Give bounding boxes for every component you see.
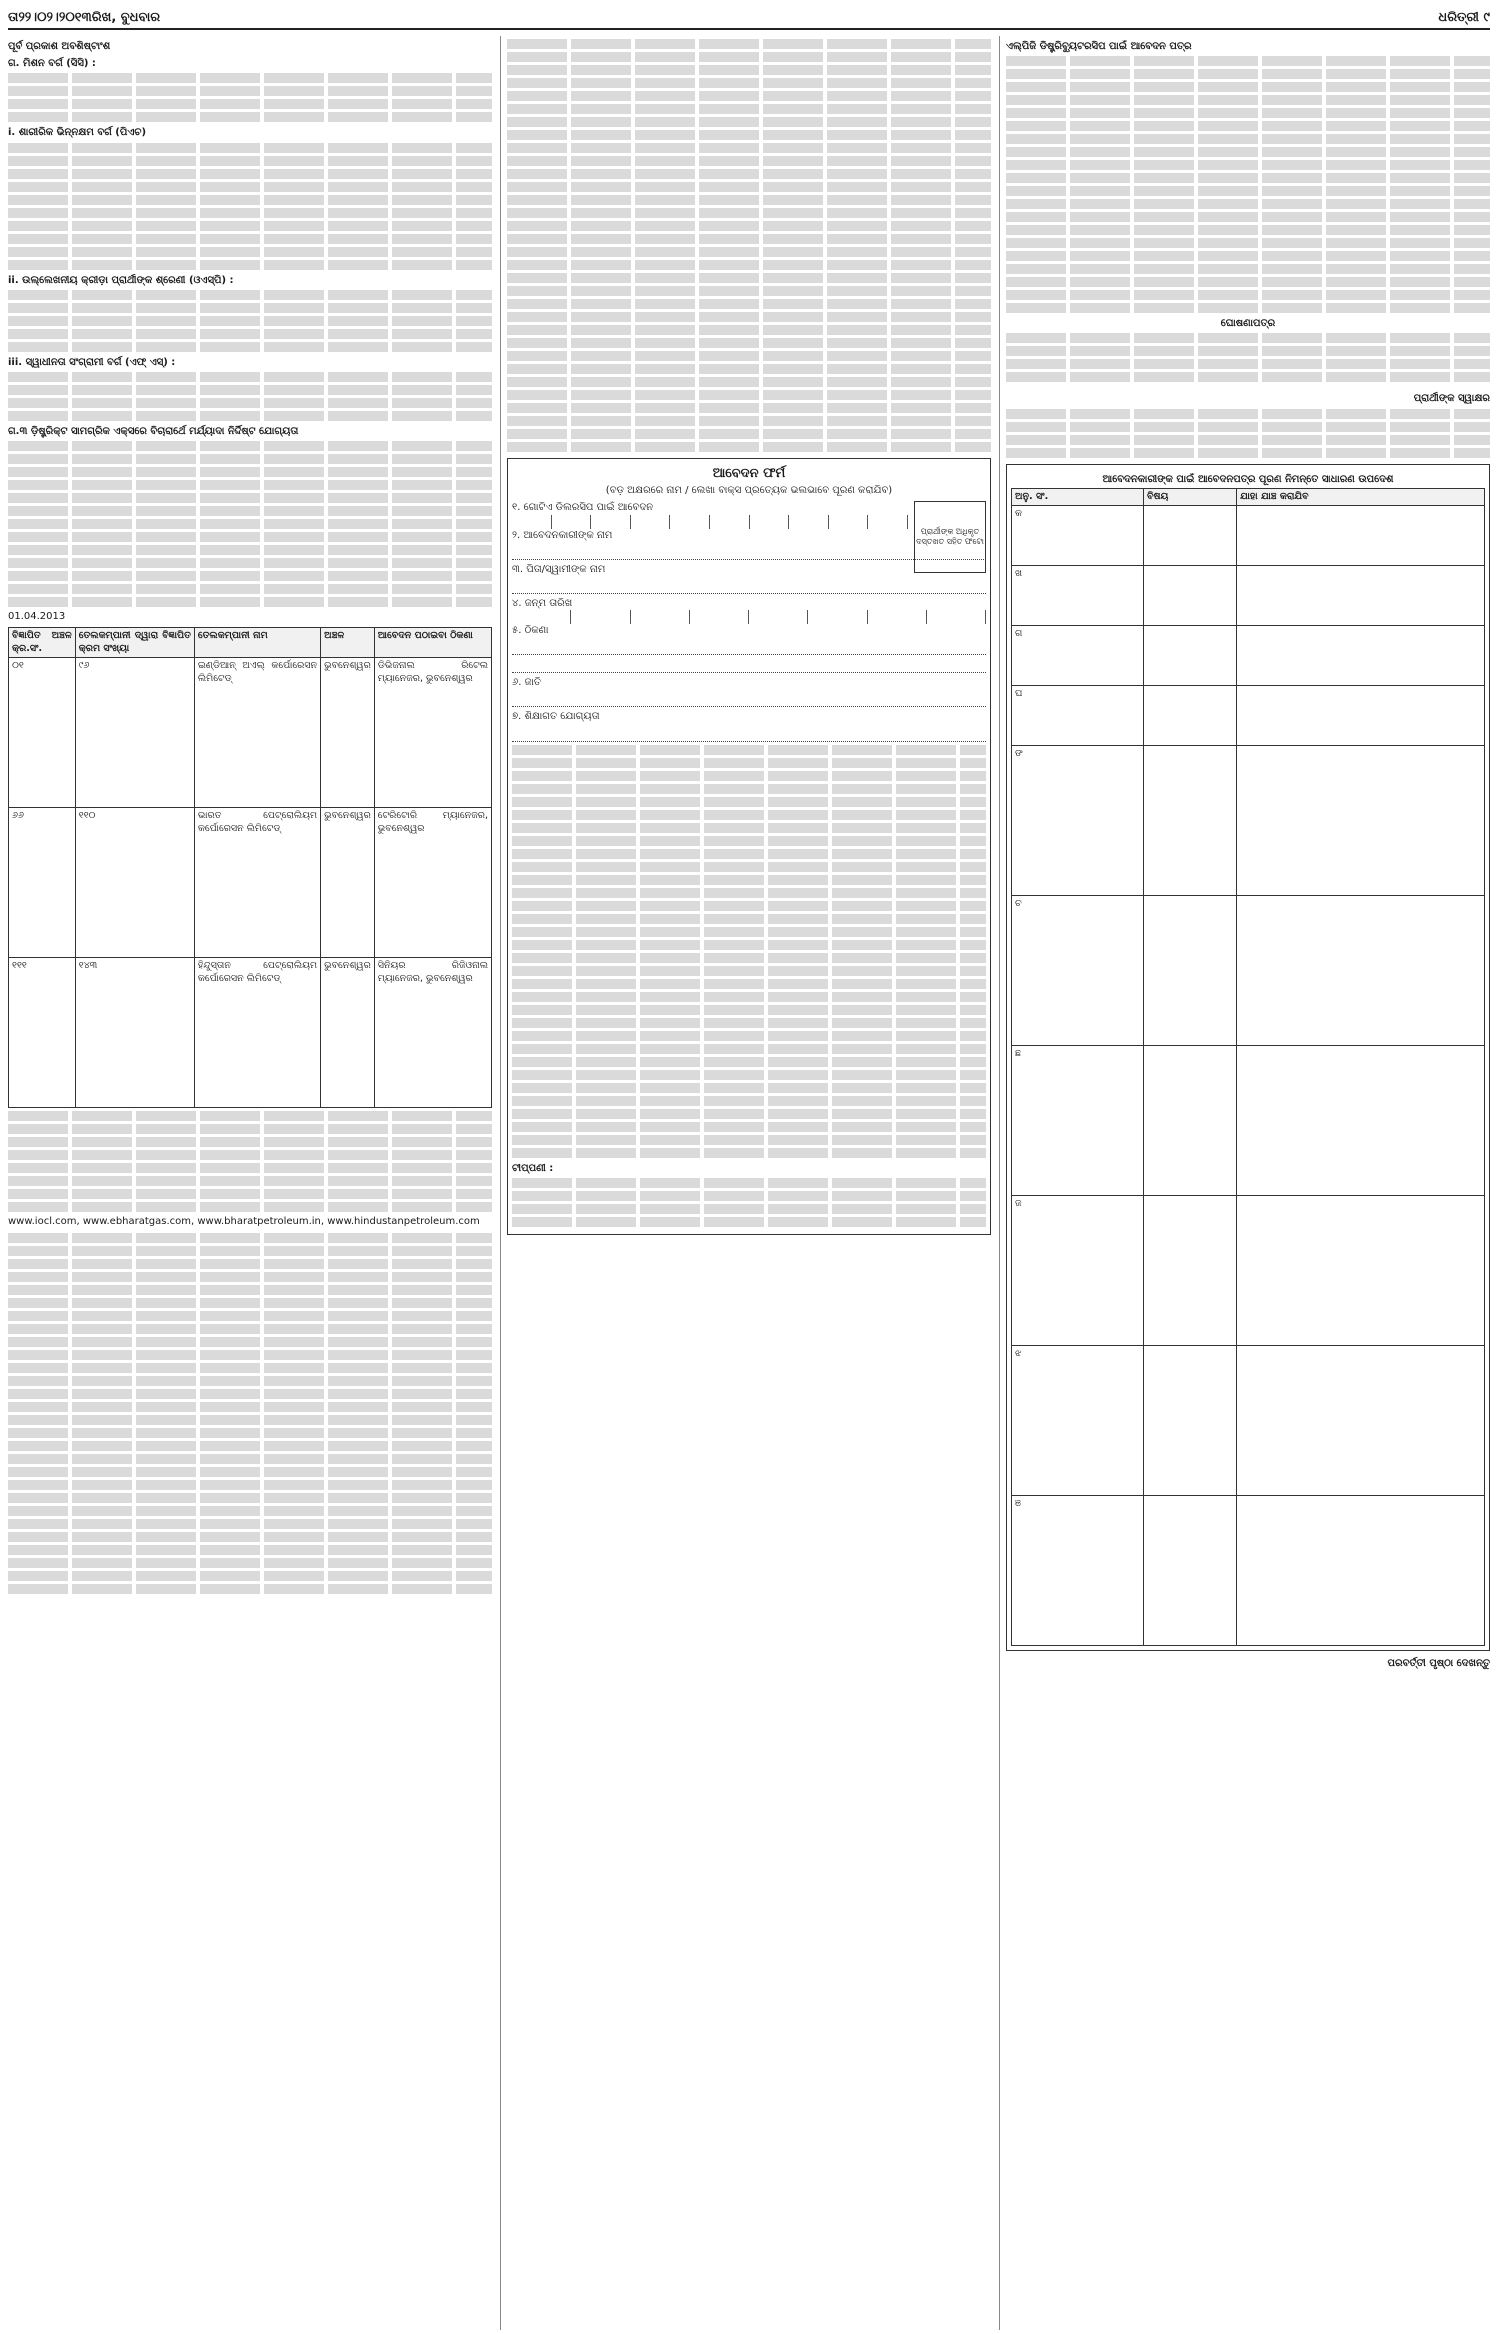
row-check (1237, 626, 1485, 686)
entry-cells[interactable] (512, 515, 908, 529)
row-subject (1144, 1496, 1237, 1646)
row-index: ଚ (1012, 896, 1144, 1046)
section-title: iii. ସ୍ୱାଧୀନତା ସଂଗ୍ରାମୀ ବର୍ଗ (ଏଫ୍‌ ଏସ୍‌) : (8, 356, 176, 368)
table-row (1012, 1196, 1485, 1346)
page-header (8, 6, 1490, 30)
date-note: 01.04.2013 (8, 611, 66, 623)
table-row (9, 808, 492, 958)
row-index: ଖ (1012, 566, 1144, 626)
form-field: ୨. ଆବେଦନକାରୀଙ୍କ ନାମ (512, 529, 613, 541)
row-subject (1144, 1196, 1237, 1346)
table-row (9, 958, 492, 1108)
photo-box[interactable]: ପ୍ରାର୍ଥୀଙ୍କ ଅଧିକୃତ ଦସ୍ତଖତ ସହିତ ଫଟୋ (914, 501, 986, 573)
row-subject (1144, 896, 1237, 1046)
table-cell: ଭୁବନେଶ୍ୱର (321, 658, 375, 808)
row-check (1237, 506, 1485, 566)
table-header: ଅଞ୍ଚଳ (321, 628, 375, 658)
row-subject (1144, 686, 1237, 746)
table-row (1012, 1346, 1485, 1496)
form-field: ୫. ଠିକଣା (512, 625, 549, 637)
table-header: ବିଜ୍ଞାପିତ ଅଞ୍ଚଳ କ୍ର.ସଂ. (9, 628, 76, 658)
row-check (1237, 686, 1485, 746)
table-row (1012, 1496, 1485, 1646)
form-title: ଆବେଦନ ଫର୍ମ (712, 466, 786, 481)
table-cell: ୦୧ (9, 658, 76, 808)
form-line[interactable] (512, 692, 986, 707)
instructions-box (1006, 464, 1490, 1652)
header-page-number: ଧରିତ୍ରୀ ୯ (1438, 9, 1490, 25)
table-row (9, 658, 492, 808)
row-index: ଘ (1012, 686, 1144, 746)
table-header: ଯାହା ଯାଞ୍ଚ କରାଯିବ (1237, 488, 1485, 506)
table-row (1012, 746, 1485, 896)
table-row (1012, 686, 1485, 746)
form-line[interactable] (512, 658, 986, 673)
section-title: i. ଶାରୀରିକ ଭିନ୍ନକ୍ଷମ ବର୍ଗ (ପିଏଚ) (8, 127, 147, 139)
row-subject (1144, 746, 1237, 896)
table-cell: ଭୁବନେଶ୍ୱର (321, 808, 375, 958)
row-index: ଛ (1012, 1046, 1144, 1196)
left-column (8, 36, 492, 2330)
oil-company-table (8, 627, 492, 1108)
form-field: ୭. ଶିକ୍ଷାଗତ ଯୋଗ୍ୟତା (512, 711, 600, 723)
row-subject (1144, 1346, 1237, 1496)
table-cell: ଭୁବନେଶ୍ୱର (321, 958, 375, 1108)
websites: www.iocl.com, www.ebharatgas.com, www.bharatpetroleum.in, www.hindustanpetroleum.com (8, 1216, 480, 1228)
continue-note: ପରବର୍ତ୍ତୀ ପୃଷ୍ଠା ଦେଖନ୍ତୁ (1387, 1658, 1490, 1670)
middle-column (500, 36, 991, 2330)
right-column (999, 36, 1490, 2330)
table-cell: ୧୧୧ (9, 958, 76, 1108)
form-line[interactable] (512, 640, 986, 655)
table-row (1012, 506, 1485, 566)
section-title: ଗ. ମିଶନ ବର୍ଗ (ସିସି) : (8, 58, 96, 70)
table-cell: ଭାରତ ପେଟ୍ରୋଲିୟମ କର୍ପୋରେସନ ଲିମିଟେଡ୍‌ (194, 808, 320, 958)
table-header: ତେଲକମ୍ପାନୀ ନାମ (194, 628, 320, 658)
row-index: ଜ (1012, 1196, 1144, 1346)
table-row (1012, 896, 1485, 1046)
table-header: ବିଷୟ (1144, 488, 1237, 506)
note-title: ଟୀପ୍ପଣୀ : (512, 1162, 554, 1174)
signature-label: ପ୍ରାର୍ଥୀଙ୍କ ସ୍ୱାକ୍ଷର (1413, 393, 1490, 405)
table-row (1012, 1046, 1485, 1196)
form-line[interactable] (512, 727, 986, 742)
form-field: ୪. ଜନ୍ମ ତାରିଖ (512, 597, 573, 609)
table-cell: ୯୬ (75, 658, 194, 808)
row-subject (1144, 1046, 1237, 1196)
row-index: ଞ (1012, 1496, 1144, 1646)
table-header: ଆବେଦନ ପଠାଇବା ଠିକଣା (374, 628, 491, 658)
form-subtitle: (ବଡ଼ ଅକ୍ଷରରେ ନାମ / ଲେଖା ବାକ୍ସ ପ୍ରତ୍ୟେକ ଭଲଭାବେ ପୂରଣ କରାଯିବ) (605, 485, 893, 497)
table-header: ଅନୁ. ସଂ. (1012, 488, 1144, 506)
section-title: ii. ଉଲ୍ଲେଖନୀୟ କ୍ରୀଡ଼ା ପ୍ରାର୍ଥୀଙ୍କ ଶ୍ରେଣୀ (ଓଏସ୍‌ପି) : (8, 274, 234, 286)
table-cell: ୬୬ (9, 808, 76, 958)
row-subject (1144, 566, 1237, 626)
row-check (1237, 1046, 1485, 1196)
table-cell: ୧୪୩ (75, 958, 194, 1108)
table-cell: ସିନିୟର ରିଜିଓନାଲ ମ୍ୟାନେଜର, ଭୁବନେଶ୍ୱର (374, 958, 491, 1108)
table-header: ତେଲକମ୍ପାନୀ ଦ୍ୱାରା ବିଜ୍ଞାପିତ କ୍ରମ ସଂଖ୍ୟା (75, 628, 194, 658)
table-cell: ଇଣ୍ଡିଆନ୍‌ ଅଏଲ୍‌ କର୍ପୋରେସନ ଲିମିଟେଡ୍‌ (194, 658, 320, 808)
header-date: ତା୨୨।୦୨।୨୦୧୩ରିଖ, ବୁଧବାର (8, 9, 161, 25)
row-check (1237, 746, 1485, 896)
row-check (1237, 1196, 1485, 1346)
table-cell: ଟେରିଟୋରି ମ୍ୟାନେଜର, ଭୁବନେଶ୍ୱର (374, 808, 491, 958)
row-check (1237, 1496, 1485, 1646)
left-heading: ପୂର୍ବ ପ୍ରକାଶ ଅବଶିଷ୍ଟାଂଶ (8, 41, 111, 52)
row-index: କ (1012, 506, 1144, 566)
form-field: ୬. ଜାତି (512, 677, 541, 689)
form-field: ୩. ପିତା/ସ୍ୱାମୀଙ୍କ ନାମ (512, 563, 606, 575)
row-subject (1144, 626, 1237, 686)
table-row (1012, 626, 1485, 686)
declaration-title: ଘୋଷଣାପତ୍ର (1220, 318, 1276, 330)
row-index: ଙ (1012, 746, 1144, 896)
table-cell: ହିନ୍ଦୁସ୍ତାନ ପେଟ୍ରୋଲିୟମ କର୍ପୋରେସନ ଲିମିଟେଡ୍‌ (194, 958, 320, 1108)
row-check (1237, 566, 1485, 626)
entry-cells[interactable] (512, 610, 986, 624)
form-field: ୧. ଗୋଟିଏ ଡିଲରସିପ ପାଇଁ ଆବେଦନ (512, 502, 654, 514)
form-line[interactable] (512, 579, 986, 594)
application-form (507, 458, 991, 1235)
instructions-table (1011, 488, 1485, 1647)
section-title: ଗ.୩ ଡ଼ିଷ୍ଟ୍ରିକ୍ଟ ସାମଗ୍ରିକ ଏକ୍ସରେ ବିଚାରାର୍ଥେ ମର୍ଯ୍ୟାଦା ନିର୍ଦ୍ଦିଷ୍ଟ ଯୋଗ୍ୟତା (8, 425, 299, 437)
instructions-title: ଆବେଦନକାରୀଙ୍କ ପାଇଁ ଆବେଦନପତ୍ର ପୂରଣ ନିମନ୍ତେ ସାଧାରଣ ଉପଦେଶ (1102, 473, 1394, 485)
row-subject (1144, 506, 1237, 566)
row-index: ଝ (1012, 1346, 1144, 1496)
right-heading: ଏଲ୍‌ପିଜି ଡିଷ୍ଟ୍ରିବ୍ୟୁଟରସିପ ପାଇଁ ଆବେଦନ ପତ୍ର (1006, 41, 1192, 52)
table-cell: ଡିଭିଜନାଲ ରିଟେଲ ମ୍ୟାନେଜର, ଭୁବନେଶ୍ୱର (374, 658, 491, 808)
row-check (1237, 1346, 1485, 1496)
table-cell: ୧୧୦ (75, 808, 194, 958)
table-row (1012, 566, 1485, 626)
row-check (1237, 896, 1485, 1046)
row-index: ଗ (1012, 626, 1144, 686)
